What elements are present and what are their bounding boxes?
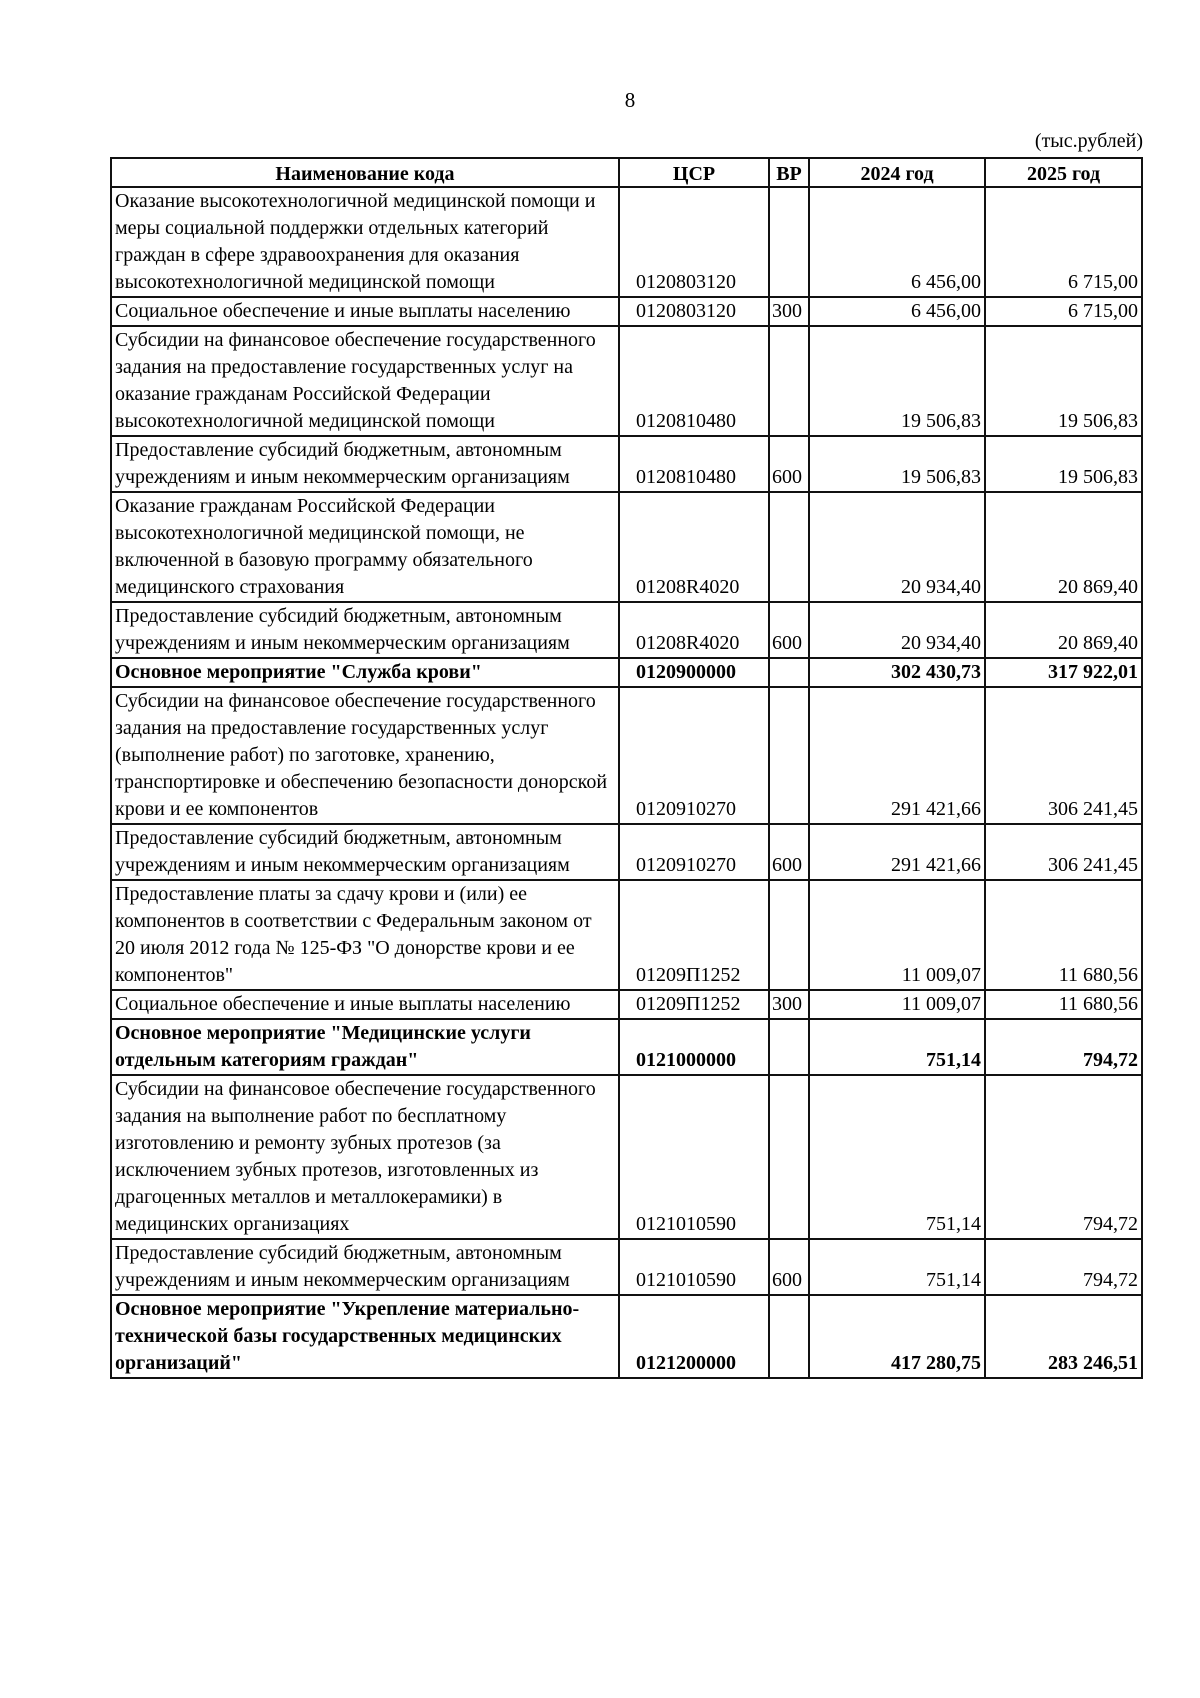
table-row [111, 687, 1142, 824]
row-name-cell: Предоставление субсидий бюджетным, автономным учреждениям и иным некоммерческим организациям [111, 824, 619, 880]
row-name-cell: Предоставление субсидий бюджетным, автономным учреждениям и иным некоммерческим организациям [111, 436, 619, 492]
row-csr-cell: 0121010590 [619, 1075, 769, 1239]
row-name-cell: Предоставление платы за сдачу крови и (или) ее компонентов в соответствии с Федеральным законом от 20 июля 2012 года № 125-ФЗ "О донорстве крови и ее компонентов" [111, 880, 619, 990]
table-row [111, 880, 1142, 990]
row-csr-cell: 0121010590 [619, 1239, 769, 1295]
table-body [111, 187, 1142, 1378]
page-number: 8 [624, 88, 636, 112]
row-2024-cell: 751,14 [809, 1239, 985, 1295]
table-row [111, 658, 1142, 687]
row-csr-cell: 0120910270 [619, 687, 769, 824]
header-vr: ВР [769, 158, 809, 187]
row-vr-cell: 300 [769, 297, 809, 326]
row-vr-cell: 600 [769, 824, 809, 880]
row-2025-cell: 794,72 [985, 1075, 1142, 1239]
row-2024-cell: 417 280,75 [809, 1295, 985, 1378]
row-vr-cell [769, 1075, 809, 1239]
row-2024-cell: 11 009,07 [809, 990, 985, 1019]
row-2024-cell: 751,14 [809, 1019, 985, 1075]
row-vr-cell [769, 326, 809, 436]
row-2024-cell: 302 430,73 [809, 658, 985, 687]
table-row [111, 187, 1142, 297]
table-row [111, 602, 1142, 658]
row-csr-cell: 0120810480 [619, 436, 769, 492]
row-csr-cell: 01208R4020 [619, 602, 769, 658]
row-2024-cell: 751,14 [809, 1075, 985, 1239]
table-row [111, 1239, 1142, 1295]
table-row [111, 824, 1142, 880]
row-2024-cell: 6 456,00 [809, 297, 985, 326]
row-2025-cell: 20 869,40 [985, 602, 1142, 658]
row-vr-cell [769, 187, 809, 297]
row-2025-cell: 306 241,45 [985, 824, 1142, 880]
row-name-cell: Субсидии на финансовое обеспечение государственного задания на предоставление государственных услуг на оказание гражданам Российской Федерации высокотехнологичной медицинской помощи [111, 326, 619, 436]
row-2025-cell: 283 246,51 [985, 1295, 1142, 1378]
row-name-cell: Социальное обеспечение и иные выплаты населению [111, 990, 619, 1019]
row-2024-cell: 20 934,40 [809, 492, 985, 602]
row-vr-cell: 600 [769, 436, 809, 492]
row-name-cell: Предоставление субсидий бюджетным, автономным учреждениям и иным некоммерческим организациям [111, 602, 619, 658]
row-2024-cell: 291 421,66 [809, 687, 985, 824]
row-csr-cell: 0121200000 [619, 1295, 769, 1378]
row-name-cell: Основное мероприятие "Медицинские услуги отдельным категориям граждан" [111, 1019, 619, 1075]
row-csr-cell: 01209П1252 [619, 880, 769, 990]
table-header-row [111, 158, 1142, 187]
row-name-cell: Оказание высокотехнологичной медицинской помощи и меры социальной поддержки отдельных категорий граждан в сфере здравоохранения для оказания высокотехнологичной медицинской помощи [111, 187, 619, 297]
header-csr: ЦСР [619, 158, 769, 187]
table-row [111, 1019, 1142, 1075]
row-csr-cell: 0120910270 [619, 824, 769, 880]
row-vr-cell [769, 658, 809, 687]
row-name-cell: Оказание гражданам Российской Федерации высокотехнологичной медицинской помощи, не включенной в базовую программу обязательного медицинского страхования [111, 492, 619, 602]
row-name-cell: Основное мероприятие "Укрепление материально-технической базы государственных медицинских организаций" [111, 1295, 619, 1378]
row-csr-cell: 0120810480 [619, 326, 769, 436]
row-vr-cell [769, 1295, 809, 1378]
header-2025: 2025 год [985, 158, 1142, 187]
table-row [111, 326, 1142, 436]
row-2025-cell: 6 715,00 [985, 187, 1142, 297]
row-vr-cell: 600 [769, 1239, 809, 1295]
row-2025-cell: 11 680,56 [985, 880, 1142, 990]
row-2024-cell: 291 421,66 [809, 824, 985, 880]
row-vr-cell [769, 687, 809, 824]
row-vr-cell: 600 [769, 602, 809, 658]
table-row [111, 1075, 1142, 1239]
row-csr-cell: 0120900000 [619, 658, 769, 687]
row-2025-cell: 20 869,40 [985, 492, 1142, 602]
row-2024-cell: 11 009,07 [809, 880, 985, 990]
row-vr-cell: 300 [769, 990, 809, 1019]
row-csr-cell: 0120803120 [619, 187, 769, 297]
row-name-cell: Предоставление субсидий бюджетным, автономным учреждениям и иным некоммерческим организациям [111, 1239, 619, 1295]
row-2024-cell: 19 506,83 [809, 326, 985, 436]
table-row [111, 990, 1142, 1019]
row-2024-cell: 20 934,40 [809, 602, 985, 658]
row-name-cell: Основное мероприятие "Служба крови" [111, 658, 619, 687]
table-row [111, 492, 1142, 602]
row-2025-cell: 6 715,00 [985, 297, 1142, 326]
row-vr-cell [769, 1019, 809, 1075]
table-row [111, 1295, 1142, 1378]
row-2025-cell: 317 922,01 [985, 658, 1142, 687]
table-row [111, 297, 1142, 326]
row-2024-cell: 19 506,83 [809, 436, 985, 492]
row-2025-cell: 306 241,45 [985, 687, 1142, 824]
row-name-cell: Социальное обеспечение и иные выплаты населению [111, 297, 619, 326]
row-2025-cell: 19 506,83 [985, 436, 1142, 492]
row-vr-cell [769, 880, 809, 990]
row-2025-cell: 11 680,56 [985, 990, 1142, 1019]
row-2024-cell: 6 456,00 [809, 187, 985, 297]
header-2024: 2024 год [809, 158, 985, 187]
row-2025-cell: 794,72 [985, 1239, 1142, 1295]
header-name: Наименование кода [111, 158, 619, 187]
budget-table [110, 157, 1143, 1379]
row-csr-cell: 0120803120 [619, 297, 769, 326]
row-name-cell: Субсидии на финансовое обеспечение государственного задания на предоставление государственных услуг (выполнение работ) по заготовке, хранению, транспортировке и обеспечению безопасности донорской крови и ее компонентов [111, 687, 619, 824]
row-csr-cell: 0121000000 [619, 1019, 769, 1075]
row-csr-cell: 01208R4020 [619, 492, 769, 602]
table-row [111, 436, 1142, 492]
row-name-cell: Субсидии на финансовое обеспечение государственного задания на выполнение работ по бесплатному изготовлению и ремонту зубных протезов (за исключением зубных протезов, изготовленных из драгоценных металлов и металлокерамики) в медицинских организациях [111, 1075, 619, 1239]
units-label: (тыс.рублей) [1034, 130, 1143, 152]
row-csr-cell: 01209П1252 [619, 990, 769, 1019]
row-2025-cell: 794,72 [985, 1019, 1142, 1075]
row-vr-cell [769, 492, 809, 602]
row-2025-cell: 19 506,83 [985, 326, 1142, 436]
